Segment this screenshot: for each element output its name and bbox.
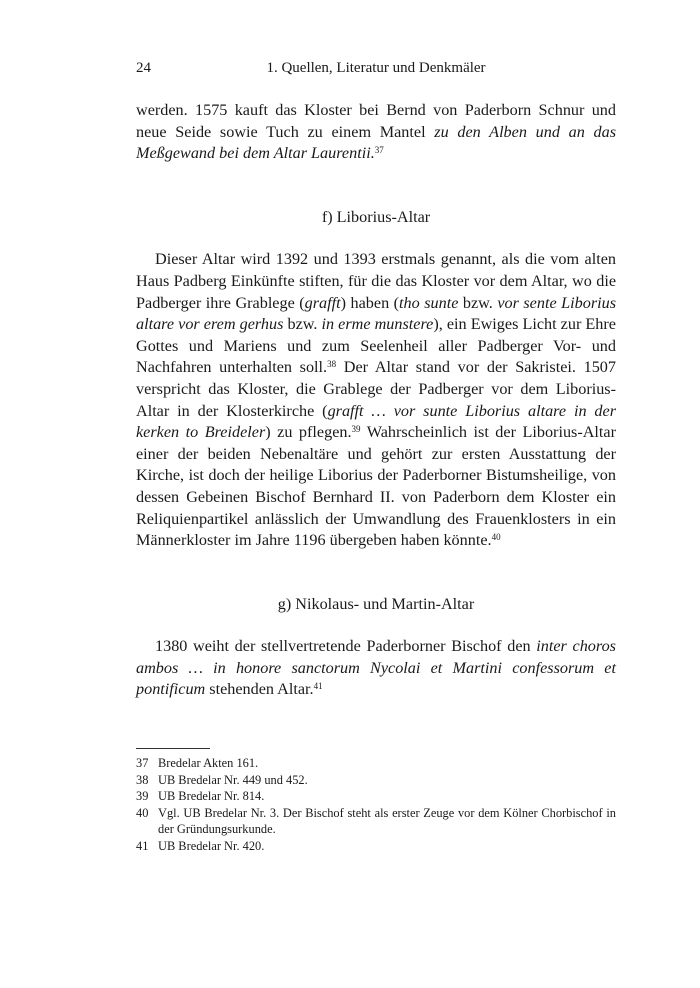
footnote-item: 37 Bredelar Akten 161. xyxy=(136,756,259,770)
liborius-paragraph: Dieser Altar wird 1392 und 1393 erstmals genannt, als die vom alten Haus Padberg Einkünfte stiften, für die das Kloster vor dem Altar, wo die Padberger ihre Grablege (grafft) haben (tho sunte bzw. vor sente Liborius altare vor erem gerhus bzw. in erme munstere), ein Ewiges Licht zur Ehre Gottes und Mariens und zum Seelenheil aller Padberger Vor- und Nachfahren unterhalten soll.$^{38}$ Der Altar stand vor der Sakristei. 1507 verspricht das Kloster, die Grablege der Padberger vor dem Liborius-Altar in der Klosterkirche (grafft … vor sunte Liborius altare in der kerken to Breideler) zu pflegen.$^{39}$ Wahrscheinlich ist der Liborius-Altar einer der beiden Nebenaltäre und gehört zur ersten Ausstattung der Kirche, ist doch der heilige Liborius der Paderborner Bistumsheilige, von dessen Gebeinen Bischof Bernhard II. von Paderborn dem Kloster ein Reliquienpartikel anlässlich der Umwandlung des Frauenklosters in ein Männerkloster im Jahre 1196 übergeben haben könnte.$^{40}$ xyxy=(136,250,617,550)
running-head xyxy=(136,60,616,82)
footnote-ref[interactable]: 38 xyxy=(327,359,337,370)
running-title: 1. Quellen, Literatur und Denkmäler xyxy=(266,60,486,76)
nikolaus-paragraph: 1380 weiht der stellvertretende Paderborner Bischof den inter choros ambos … in honore sanctorum Nycolai et Martini confessorum et pontificum stehenden Altar.$^{41}$ xyxy=(136,637,616,699)
section-heading-nikolaus: g) Nikolaus- und Martin-Altar xyxy=(277,594,475,613)
footnote-ref[interactable]: 41 xyxy=(313,681,323,692)
body-text xyxy=(136,100,616,701)
footnote-item: 39 UB Bredelar Nr. 814. xyxy=(136,789,265,803)
footnote-item: 41 UB Bredelar Nr. 420. xyxy=(136,838,265,853)
footnotes xyxy=(136,755,616,854)
footnote-ref[interactable]: 37 xyxy=(374,145,384,156)
section-heading-liborius: f) Liborius-Altar xyxy=(321,207,431,226)
intro-paragraph: werden. 1575 kauft das Kloster bei Bernd von Paderborn Schnur und neue Seide sowie Tuch zu einem Mantel zu den Alben und an das Meßgewand bei dem Altar Laurentii.$^{37}$ xyxy=(136,101,616,163)
footnote-ref[interactable]: 40 xyxy=(491,532,501,543)
page-number: 24 xyxy=(136,60,151,76)
footnote-item: 40 Vgl. UB Bredelar Nr. 3. Der Bischof steht als erster Zeuge vor dem Kölner Chorbischof in der Gründungsurkunde. xyxy=(136,805,616,836)
footnote-ref[interactable]: 39 xyxy=(351,424,361,435)
footnote-rule xyxy=(136,748,210,749)
footnote-item: 38 UB Bredelar Nr. 449 und 452. xyxy=(136,772,308,787)
